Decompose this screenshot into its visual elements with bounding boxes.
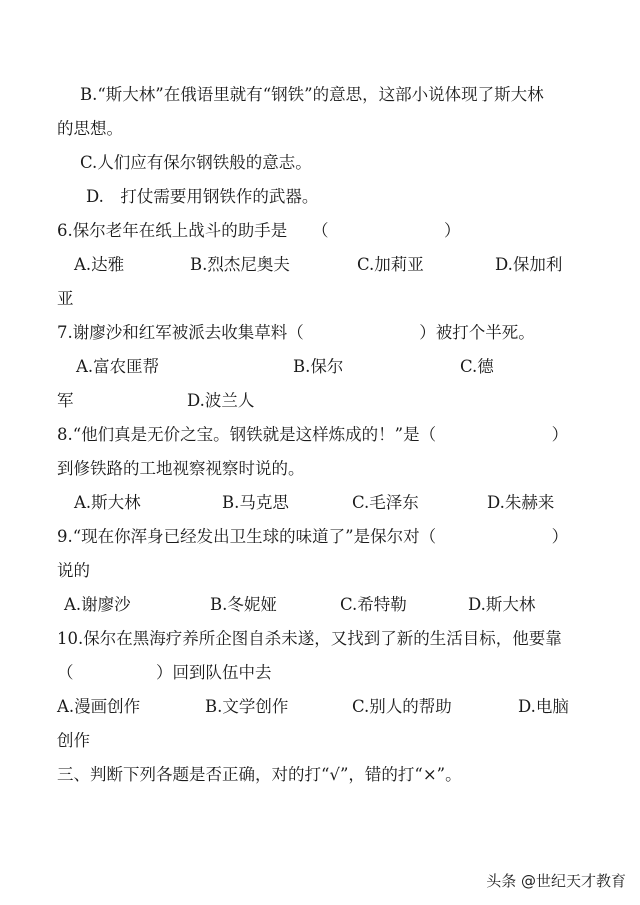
- question-8-cont: 到修铁路的工地视察视察时说的。: [57, 459, 305, 478]
- q6-option-d: D.保加利: [495, 255, 563, 274]
- q10-option-d: D.电脑: [518, 697, 569, 716]
- line-b-option-cont: 的思想。: [57, 119, 123, 138]
- q6-option-c: C.加莉亚: [357, 255, 424, 274]
- q7-option-a: A.富农匪帮: [76, 357, 160, 376]
- q10-option-c: C.别人的帮助: [352, 697, 452, 716]
- section-3-heading: 三、判断下列各题是否正确，对的打“√”，错的打“×”。: [57, 765, 462, 784]
- q9-option-d: D.斯大林: [468, 595, 536, 614]
- q8-option-b: B.马克思: [222, 493, 289, 512]
- question-6: 6.保尔老年在纸上战斗的助手是 （ ）: [57, 221, 461, 240]
- line-b-option: B.“斯大林”在俄语里就有“钢铁”的意思，这部小说体现了斯大林: [80, 85, 544, 104]
- question-7: 7.谢廖沙和红军被派去收集草料（ ）被打个半死。: [57, 323, 535, 342]
- question-8: 8.“他们真是无价之宝。钢铁就是这样炼成的！”是（ ）: [57, 425, 569, 444]
- q7-option-c-cont: 军: [57, 391, 74, 410]
- q9-option-b: B.冬妮娅: [210, 595, 277, 614]
- q7-option-d: D.波兰人: [187, 391, 255, 410]
- q10-option-d-cont: 创作: [57, 731, 90, 750]
- q9-option-a: A.谢廖沙: [64, 595, 131, 614]
- q6-option-d-cont: 亚: [57, 289, 74, 308]
- question-10-cont: （ ）回到队伍中去: [57, 663, 272, 682]
- q6-option-b: B.烈杰尼奥夫: [190, 255, 290, 274]
- q8-option-c: C.毛泽东: [352, 493, 419, 512]
- q10-option-a: A.漫画创作: [57, 697, 141, 716]
- q6-option-a: A.达雅: [74, 255, 125, 274]
- q9-option-c: C.希特勒: [340, 595, 407, 614]
- q10-option-b: B.文学创作: [205, 697, 289, 716]
- line-d-option: D. 打仗需要用钢铁作的武器。: [86, 187, 319, 206]
- watermark: 头条 @世纪天才教育: [486, 872, 626, 890]
- q7-option-b: B.保尔: [293, 357, 344, 376]
- question-9: 9.“现在你浑身已经发出卫生球的味道了”是保尔对（ ）: [57, 527, 569, 546]
- q8-option-a: A.斯大林: [74, 493, 141, 512]
- line-c-option: C.人们应有保尔钢铁般的意志。: [80, 153, 312, 172]
- q7-option-c: C.德: [460, 357, 494, 376]
- question-9-cont: 说的: [57, 561, 90, 580]
- question-10: 10.保尔在黑海疗养所企图自杀未遂，又找到了新的生活目标，他要靠: [57, 629, 562, 648]
- q8-option-d: D.朱赫来: [487, 493, 555, 512]
